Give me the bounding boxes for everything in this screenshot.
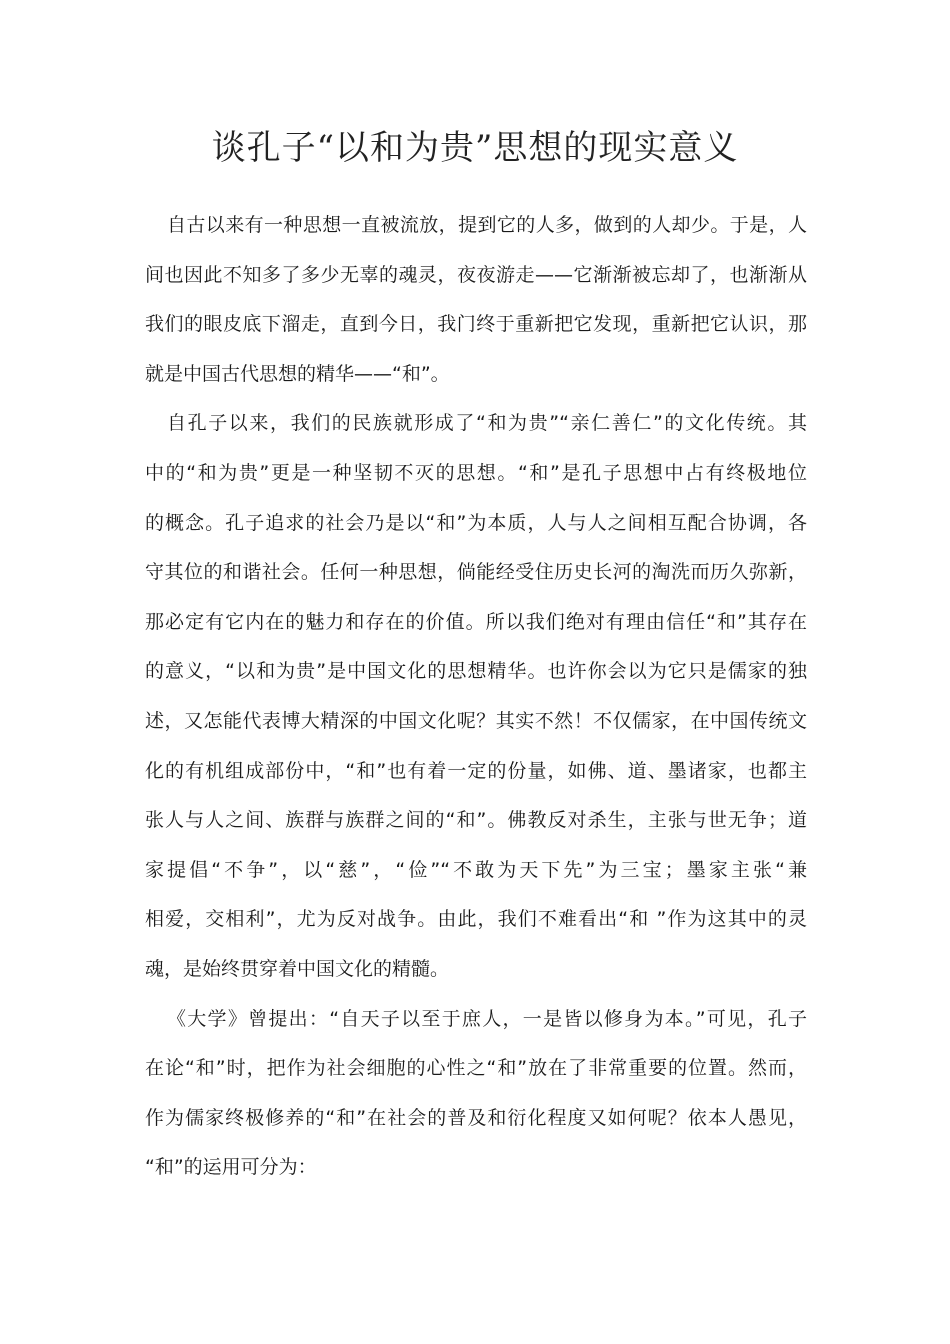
paragraph-line: 就是中国古代思想的精华——“和”。 [145, 362, 450, 385]
paragraph-line: 的概念。孔子追求的社会乃是以“和”为本质，人与人之间相互配合协调，各 [145, 511, 807, 534]
paragraph-line: 述，又怎能代表博大精深的中国文化呢？其实不然！不仅儒家，在中国传统文 [145, 709, 807, 732]
paragraph-line: 魂，是始终贯穿着中国文化的精髓。 [145, 957, 450, 980]
paragraph-2 [145, 399, 807, 994]
paragraph-line: 自孔子以来，我们的民族就形成了“和为贵”“亲仁善仁”的文化传统。其 [167, 412, 807, 435]
paragraph-line: 的意义，“以和为贵”是中国文化的思想精华。也许你会以为它只是儒家的独 [145, 660, 807, 683]
paragraph-line: 家提倡“不争”，以“慈”，“俭”“不敢为天下先”为三宝；墨家主张“兼 [145, 858, 807, 881]
paragraph-line: 《大学》曾提出：“自天子以至于庶人，一是皆以修身为本。”可见，孔子 [167, 1007, 807, 1030]
paragraph-line: 我们的眼皮底下溜走，直到今日，我门终于重新把它发现，重新把它认识，那 [145, 313, 807, 336]
paragraph-line: 化的有机组成部份中，“和”也有着一定的份量，如佛、道、墨诸家，也都主 [145, 759, 807, 782]
paragraph-line: 相爱，交相利”，尤为反对战争。由此，我们不难看出“和 ”作为这其中的灵 [145, 908, 807, 931]
paragraph-line: 作为儒家终极修养的“和”在社会的普及和衍化程度又如何呢？依本人愚见， [145, 1106, 807, 1129]
document-title: 谈孔子“以和为贵”思想的现实意义 [211, 128, 739, 168]
paragraph-line: 中的“和为贵”更是一种坚韧不灭的思想。“和”是孔子思想中占有终极地位 [145, 461, 807, 484]
paragraph-3 [145, 995, 807, 1193]
paragraph-line: 自古以来有一种思想一直被流放，提到它的人多，做到的人却少。于是，人 [167, 214, 807, 236]
paragraph-1 [145, 201, 807, 399]
document-body [145, 201, 807, 1193]
paragraph-line: 在论“和”时，把作为社会细胞的心性之“和”放在了非常重要的位置。然而， [145, 1057, 807, 1080]
paragraph-line: 那必定有它内在的魅力和存在的价值。所以我们绝对有理由信任“和”其存在 [145, 610, 807, 633]
paragraph-line: 守其位的和谐社会。任何一种思想，倘能经受住历史长河的淘洗而历久弥新， [145, 561, 807, 584]
paragraph-line: 张人与人之间、族群与族群之间的“和”。佛教反对杀生，主张与世无争；道 [145, 809, 807, 832]
paragraph-line: 间也因此不知多了多少无辜的魂灵，夜夜游走——它渐渐被忘却了，也渐渐从 [145, 263, 807, 286]
paragraph-line: “和”的运用可分为： [145, 1156, 317, 1179]
